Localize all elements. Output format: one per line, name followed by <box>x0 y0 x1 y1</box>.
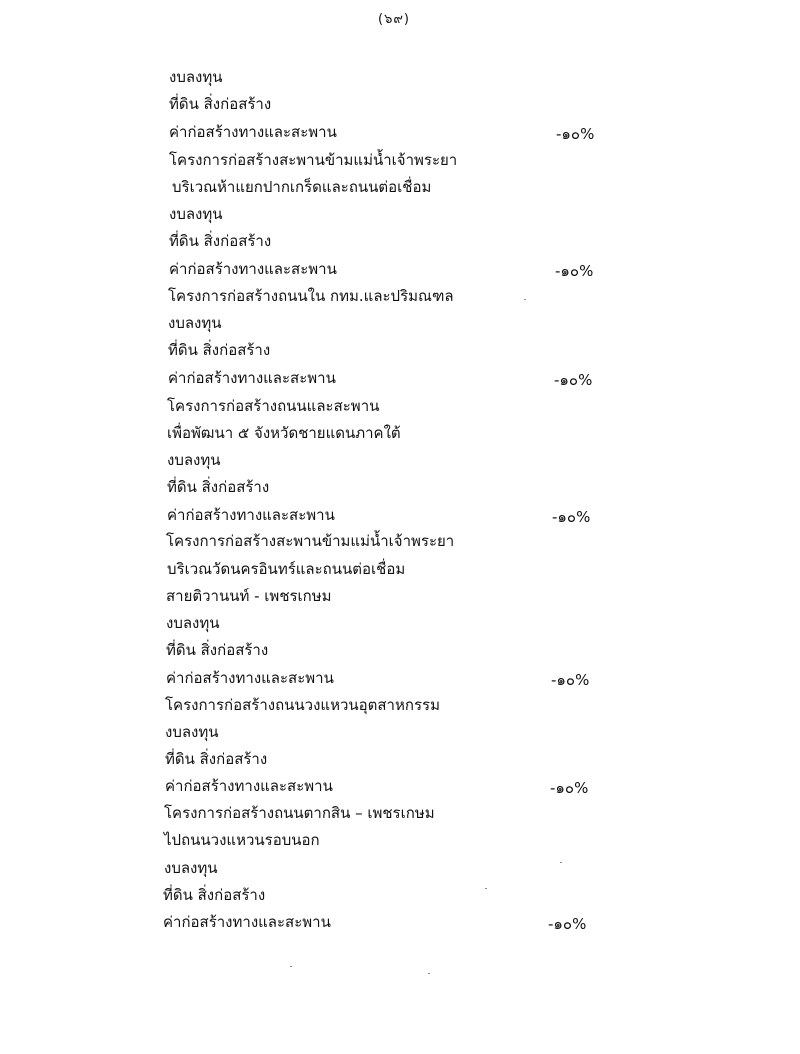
scan-speck <box>485 888 487 889</box>
percentage-value: -๑๐% <box>551 671 590 689</box>
percentage-value: -๑๐% <box>550 779 589 797</box>
text-line: โครงการก่อสร้างถนนและสะพาน <box>167 397 380 415</box>
text-line: งบลงทุน <box>168 314 222 332</box>
text-line: ที่ดิน สิ่งก่อสร้าง <box>169 95 272 113</box>
text-line: ที่ดิน สิ่งก่อสร้าง <box>169 232 272 250</box>
scan-speck <box>290 966 292 967</box>
text-line: ค่าก่อสร้างทางและสะพาน <box>165 777 333 795</box>
text-line: ที่ดิน สิ่งก่อสร้าง <box>167 478 270 496</box>
text-line: บริเวณวัดนครอินทร์และถนนต่อเชื่อม <box>167 560 406 578</box>
text-line: โครงการก่อสร้างสะพานข้ามแม่น้ำเจ้าพระยา <box>169 151 458 169</box>
text-line: ค่าก่อสร้างทางและสะพาน <box>169 123 337 141</box>
text-line: งบลงทุน <box>169 205 223 223</box>
scan-speck <box>560 862 562 863</box>
text-line: ค่าก่อสร้างทางและสะพาน <box>166 669 334 687</box>
percentage-value: -๑๐% <box>554 371 593 389</box>
text-line: สายติวานนท์ - เพชรเกษม <box>166 587 332 605</box>
text-line: งบลงทุน <box>169 68 223 86</box>
percentage-value: -๑๐% <box>556 125 595 143</box>
text-line: ค่าก่อสร้างทางและสะพาน <box>167 506 335 524</box>
text-line: ที่ดิน สิ่งก่อสร้าง <box>165 750 268 768</box>
text-line: เพื่อพัฒนา ๕ จังหวัดชายแดนภาคใต้ <box>167 424 401 442</box>
scan-speck <box>428 973 430 974</box>
text-line: งบลงทุน <box>167 451 221 469</box>
percentage-value: -๑๐% <box>552 508 591 526</box>
text-line: ค่าก่อสร้างทางและสะพาน <box>168 369 336 387</box>
text-line: โครงการก่อสร้างสะพานข้ามแม่น้ำเจ้าพระยา <box>166 532 455 550</box>
text-line: โครงการก่อสร้างถนนใน กทม.และปริมณฑล <box>168 287 454 305</box>
percentage-value: -๑๐% <box>548 915 587 933</box>
text-line: ไปถนนวงแหวนรอบนอก <box>164 831 320 849</box>
text-line: ที่ดิน สิ่งก่อสร้าง <box>166 641 269 659</box>
text-line: ที่ดิน สิ่งก่อสร้าง <box>168 341 271 359</box>
percentage-value: -๑๐% <box>555 262 594 280</box>
text-line: ที่ดิน สิ่งก่อสร้าง <box>163 886 266 904</box>
text-line: งบลงทุน <box>165 723 219 741</box>
text-line: ค่าก่อสร้างทางและสะพาน <box>163 913 331 931</box>
text-line: งบลงทุน <box>164 859 218 877</box>
text-line: งบลงทุน <box>166 614 220 632</box>
text-line: บริเวณห้าแยกปากเกร็ดและถนนต่อเชื่อม <box>172 178 432 196</box>
text-line: โครงการก่อสร้างถนนวงแหวนอุตสาหกรรม <box>165 696 440 714</box>
page-number: (๖๙) <box>378 12 410 27</box>
text-line: ค่าก่อสร้างทางและสะพาน <box>169 260 337 278</box>
text-line: โครงการก่อสร้างถนนตากสิน – เพชรเกษม <box>164 804 435 822</box>
scan-speck <box>524 299 526 300</box>
